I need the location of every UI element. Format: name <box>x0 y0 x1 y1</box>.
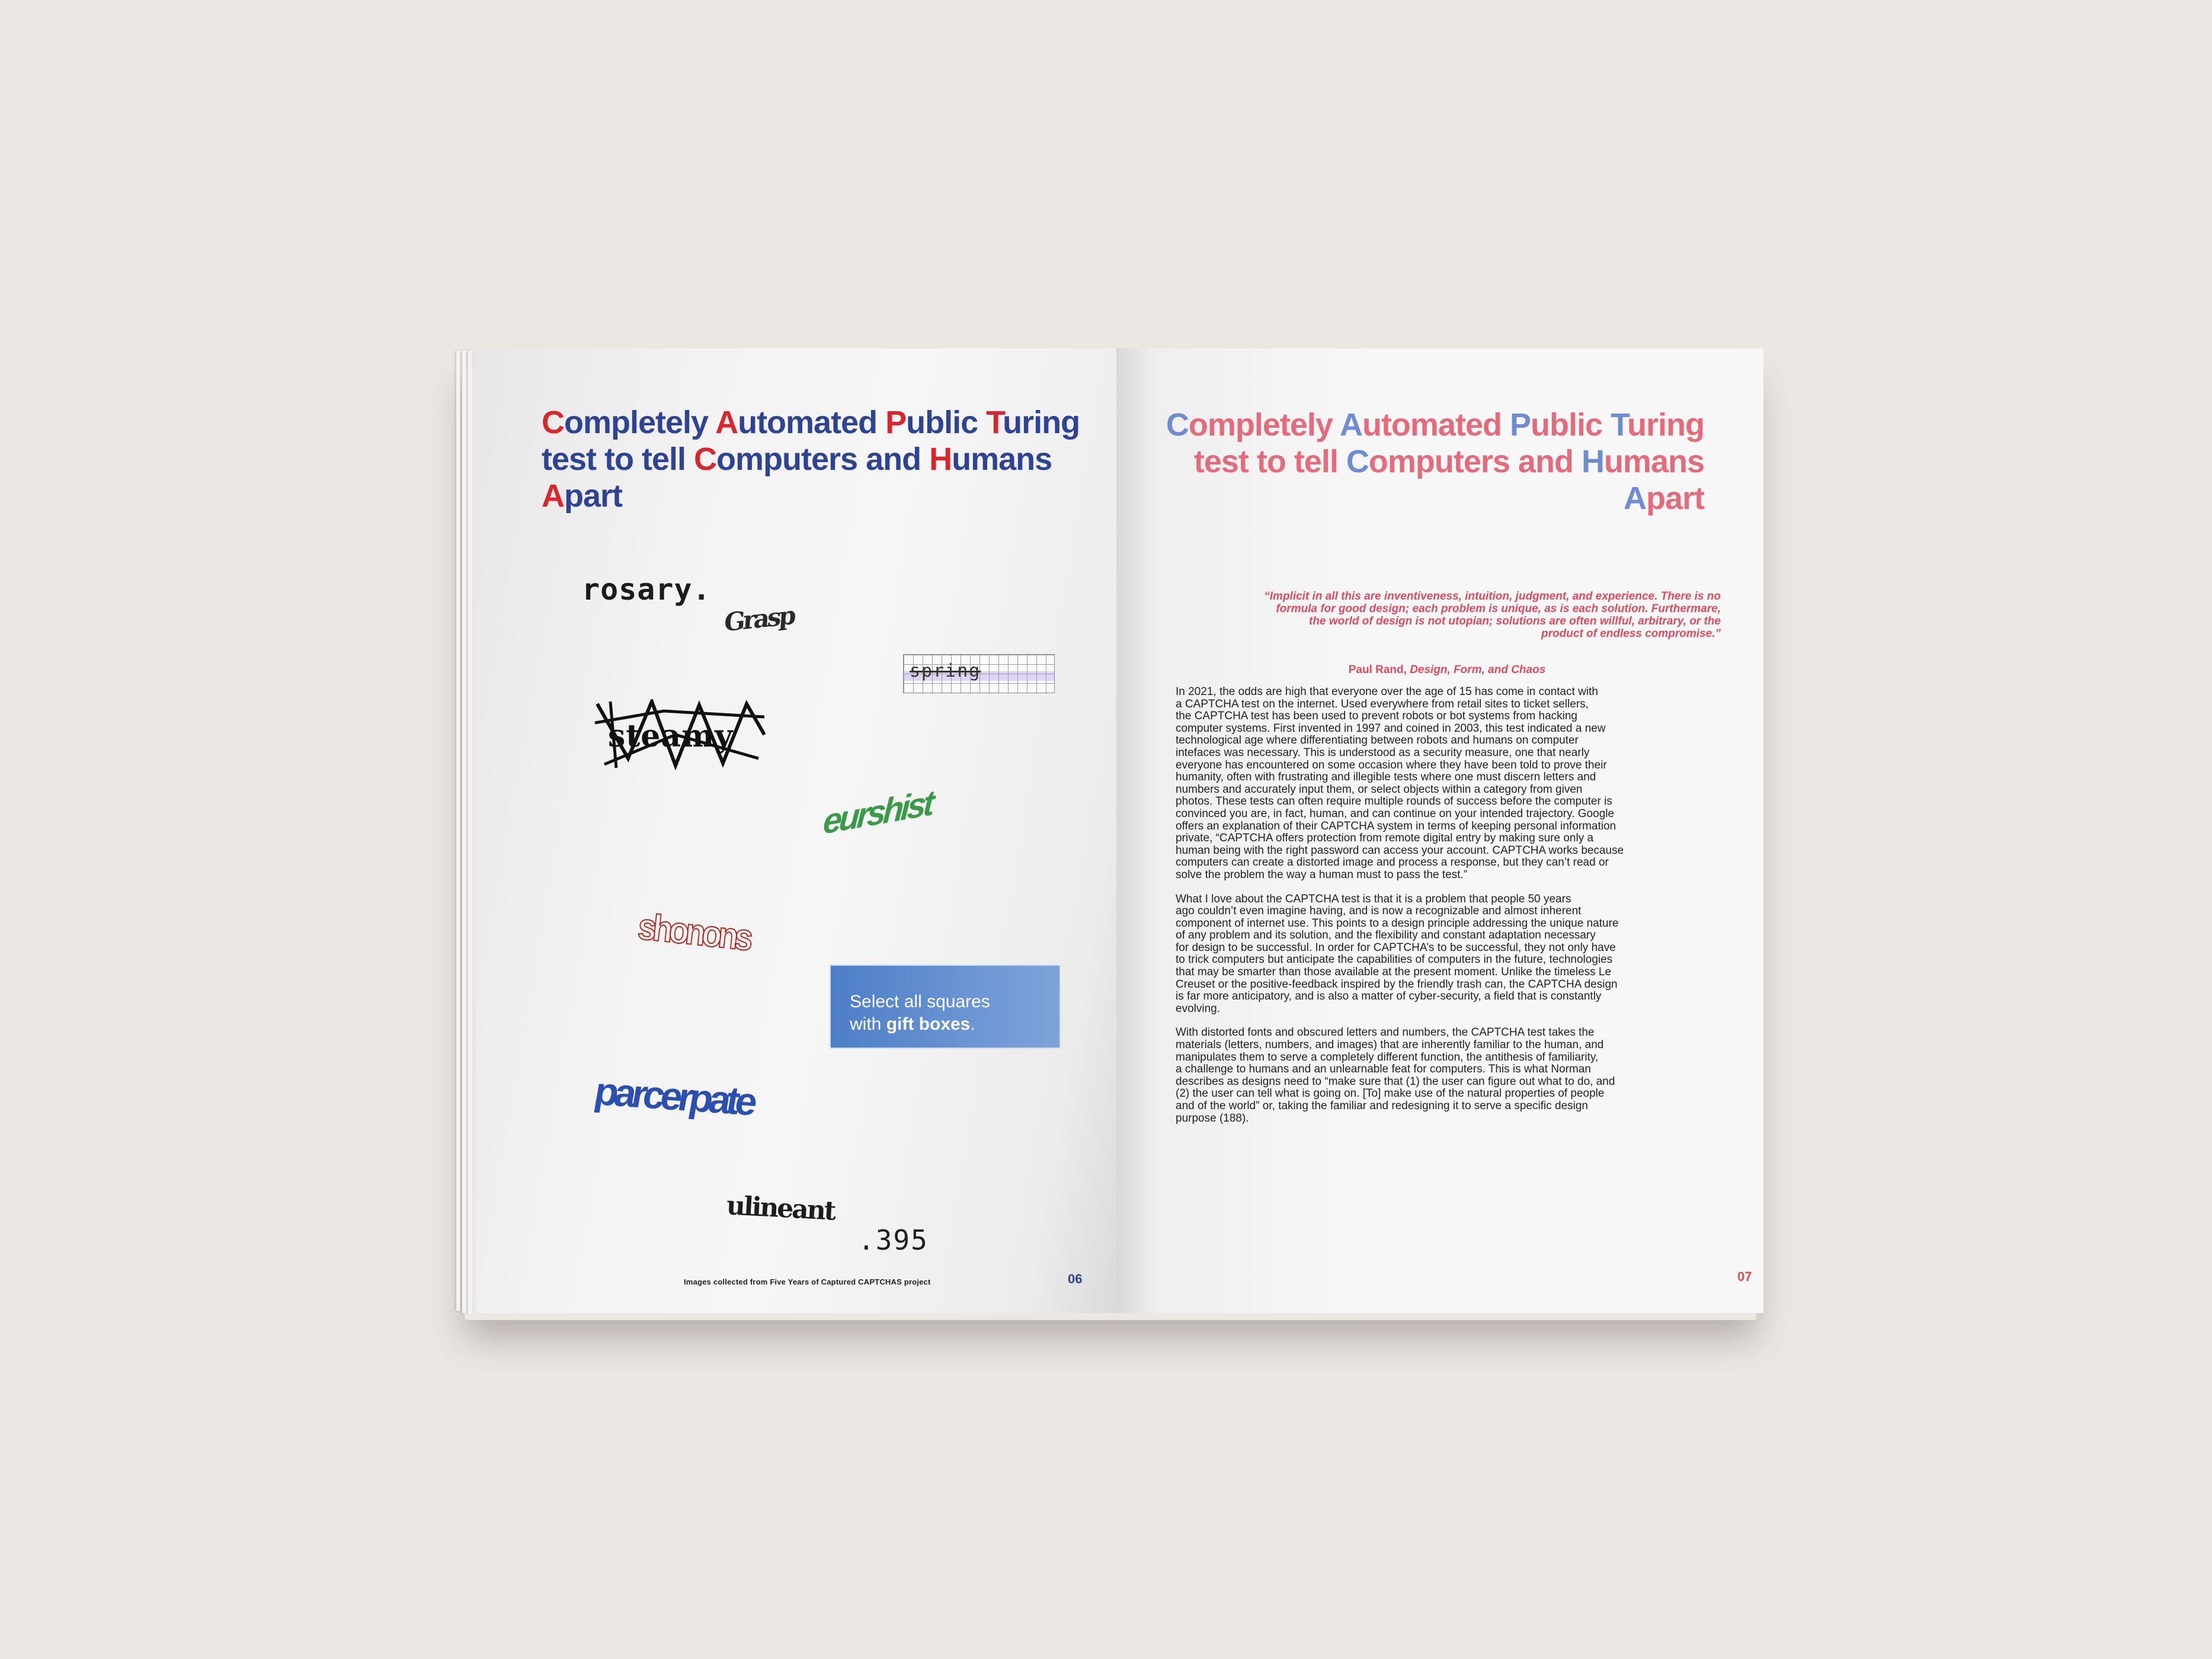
page-number-left: 06 <box>1068 1272 1083 1286</box>
left-page <box>476 348 1121 1313</box>
title-segment: C <box>542 405 564 440</box>
title-segment: ublic <box>906 405 987 440</box>
body-line: In 2021, the odds are high that everyone over the age of 15 has come in contact with <box>1176 686 1598 698</box>
body-line: materials (letters, numbers, and images) that are inherently familiar to the human, and <box>1176 1039 1604 1052</box>
body-line: With distorted fonts and obscured letters and numbers, the CAPTCHA test takes the <box>1176 1026 1595 1039</box>
body-line: for design to be successful. In order for CAPTCHA’s to be successful, they not only have <box>1176 941 1616 954</box>
captcha-grasp: Grasp <box>723 600 795 638</box>
right-page-title <box>1135 406 1704 517</box>
title-segment: utomated <box>738 405 886 440</box>
page-stack-edge <box>468 351 472 1314</box>
captcha-shonons: shonons <box>636 906 751 959</box>
captcha-steamy-word: steamy <box>608 718 734 754</box>
page-stack-edge <box>456 351 460 1311</box>
title-segment: H <box>929 441 952 477</box>
title-segment: test to tell <box>1193 444 1346 479</box>
captcha-steamy <box>593 699 768 770</box>
quote-line: product of endless compromise.” <box>1541 627 1721 640</box>
title-line <box>542 404 1087 441</box>
captcha-ulineant: ulineant <box>725 1190 835 1226</box>
title-segment: part <box>564 478 623 514</box>
title-segment: ompletely <box>564 405 716 440</box>
captcha-395: .395 <box>858 1224 929 1256</box>
title-segment: omputers and <box>1368 444 1582 479</box>
attribution-name: Paul Rand, <box>1348 664 1410 676</box>
title-segment: T <box>986 405 1003 440</box>
title-line <box>1135 480 1704 517</box>
page-number-right: 07 <box>1737 1269 1752 1284</box>
body-line: human being with the right password can access your account. CAPTCHA works because <box>1176 844 1624 857</box>
body-line: the CAPTCHA test has been used to prevent robots or bot systems from hacking <box>1176 710 1577 723</box>
title-line <box>1135 443 1704 480</box>
body-line: numbers and accurately input them, or select objects within a category from given <box>1176 783 1583 796</box>
captcha-parcerpate: parcerpate <box>591 1069 757 1123</box>
title-segment: A <box>542 478 564 514</box>
body-line: purpose (188). <box>1176 1112 1249 1125</box>
body-line: a challenge to humans and an unlearnable feat for computers. This is what Norman <box>1176 1063 1591 1076</box>
body-line: describes as designs need to “make sure that (1) the user can figure out what to do, and <box>1176 1075 1615 1088</box>
quote-line: formula for good design; each problem is unique, as is each solution. Furthermare, <box>1276 603 1721 615</box>
body-line: and of the world” or, taking the familiar and redesigning it to serve a specific design <box>1176 1100 1588 1112</box>
title-segment: part <box>1646 481 1704 516</box>
select-card-line1: Select all squares <box>850 992 990 1011</box>
body-line: convinced you are, in fact, human, and can continue on your intended trajectory. Google <box>1176 807 1615 820</box>
body-line: ago couldn’t even imagine having, and is now a recognizable and almost inherent <box>1176 905 1582 918</box>
body-line: offers an explanation of their CAPTCHA system in terms of keeping personal information <box>1176 819 1616 832</box>
body-line: that may be smarter than those available at the present moment. Unlike the timeless Le <box>1176 966 1612 979</box>
captcha-spring-word: spring <box>910 661 981 681</box>
body-line: computer systems. First invented in 1997 and coined in 2003, this test indicated a new <box>1176 722 1606 735</box>
body-line: photos. These tests can often require multiple rounds of success before the computer is <box>1176 795 1612 808</box>
quote-attribution <box>1180 664 1714 677</box>
body-line: solve the problem the way a human must to pass the test.” <box>1176 868 1468 881</box>
body-line: of any problem and its solution, and the flexibility and constant adaptation necessary <box>1176 929 1596 942</box>
body-paragraph <box>1176 1027 1703 1125</box>
body-paragraph <box>1176 686 1703 882</box>
body-line: humanity, often with frustrating and illegible tests where one must discern letters and <box>1176 771 1596 784</box>
title-segment: ublic <box>1531 407 1611 443</box>
title-segment: C <box>694 441 717 477</box>
left-page-title <box>542 404 1087 514</box>
captcha-spring <box>903 654 1055 693</box>
image-credit: Images collected from Five Years of Captured CAPTCHAS project <box>684 1277 931 1286</box>
quote-line: “Implicit in all this are inventiveness, intuition, judgment, and experience. There is no <box>1264 590 1721 603</box>
title-segment: ompletely <box>1188 407 1340 443</box>
title-segment: P <box>885 405 907 440</box>
select-card-line2: with gift boxes. <box>850 1014 975 1034</box>
captcha-select-card <box>830 965 1061 1049</box>
body-paragraph <box>1176 893 1703 1016</box>
title-segment: C <box>1166 407 1189 443</box>
title-segment: utomated <box>1362 407 1510 443</box>
body-line: (2) the user can tell what is going on. [To] make use of the natural properties of people <box>1176 1087 1605 1100</box>
right-page <box>1116 348 1763 1313</box>
title-segment: T <box>1611 407 1628 443</box>
quote-line: the world of design is not utopian; solutions are often willful, arbitrary, or the <box>1309 615 1721 627</box>
title-segment: P <box>1509 407 1531 443</box>
title-segment: uring <box>1627 407 1704 443</box>
body-line: everyone has encountered on some occasion where they have been told to prove their <box>1176 758 1607 771</box>
title-segment: umans <box>1603 444 1704 479</box>
title-segment: test to tell <box>542 441 694 477</box>
body-line: intefaces was necessary. This is understood as a security measure, one that nearly <box>1176 746 1590 759</box>
open-booklet <box>453 348 1763 1313</box>
page-stack-edge <box>462 351 466 1313</box>
body-line: component of internet use. This points to a design principle addressing the unique nature <box>1176 917 1619 930</box>
body-line: technological age where differentiating between robots and humans on computer <box>1176 734 1579 747</box>
attribution-book: Design, Form, and Chaos <box>1410 664 1546 676</box>
title-segment: omputers and <box>716 441 930 477</box>
title-segment: umans <box>952 441 1052 477</box>
captcha-eurshist: eurshist <box>822 783 933 843</box>
title-segment: A <box>1623 481 1646 516</box>
body-line: computers can create a distorted image and process a response, but they can’t read or <box>1176 856 1609 869</box>
captcha-rosary: rosary. <box>582 572 711 607</box>
title-line <box>1135 406 1704 443</box>
body-line: manipulates them to serve a completely different function, the antithesis of familiarity, <box>1176 1051 1599 1064</box>
body-line: What I love about the CAPTCHA test is that it is a problem that people 50 years <box>1176 892 1571 905</box>
title-segment: H <box>1581 444 1604 479</box>
body-text <box>1176 686 1703 1136</box>
pull-quote <box>1211 590 1721 640</box>
body-line: Creuset or the positive-feedback inspired by the friendly trash can, the CAPTCHA design <box>1176 978 1618 991</box>
title-line <box>542 478 1087 514</box>
title-segment: A <box>1339 407 1362 443</box>
title-segment: A <box>715 405 738 440</box>
body-line: to trick computers but anticipate the capabilities of computers in the future, technologies <box>1176 953 1613 966</box>
title-line <box>542 441 1087 478</box>
body-line: a CAPTCHA test on the internet. Used everywhere from retail sites to ticket sellers, <box>1176 697 1589 710</box>
body-line: evolving. <box>1176 1002 1220 1015</box>
body-line: private, “CAPTCHA offers protection from remote digital entry by making sure only a <box>1176 832 1594 845</box>
title-segment: uring <box>1003 405 1080 440</box>
title-segment: C <box>1346 444 1369 479</box>
body-line: is far more anticipatory, and is also a matter of cyber-security, a field that is constantly <box>1176 990 1602 1003</box>
